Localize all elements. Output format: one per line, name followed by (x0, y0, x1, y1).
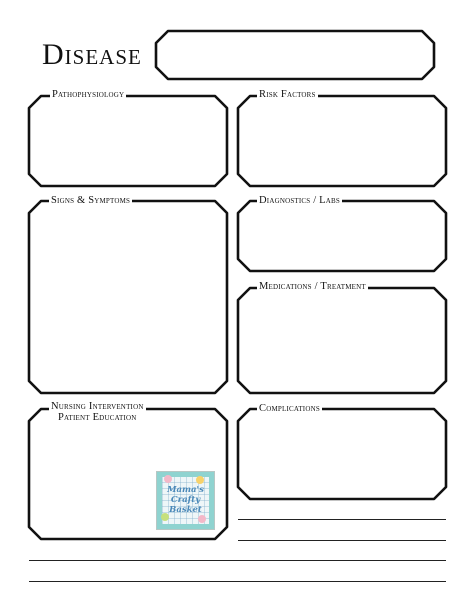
crafty-basket-logo (156, 471, 215, 530)
frame-border (29, 96, 227, 186)
flower-decoration-icon (196, 476, 204, 484)
writing-line[interactable] (238, 540, 446, 541)
writing-line[interactable] (29, 581, 446, 582)
frame-border (238, 201, 446, 271)
frame-outline (238, 288, 446, 393)
logo-text (162, 485, 209, 515)
frame-outline (238, 96, 446, 186)
disease-name-field[interactable] (156, 31, 434, 79)
risk-factors-label: Risk Factors (259, 89, 316, 100)
logo-background (162, 477, 209, 524)
frame-outline (238, 409, 446, 499)
frame-outline (156, 31, 434, 79)
signs-symptoms-box[interactable] (29, 201, 227, 393)
pathophysiology-label: Pathophysiology (52, 89, 125, 100)
page-title: Disease (42, 38, 142, 71)
writing-line[interactable] (29, 560, 446, 561)
flower-decoration-icon (198, 515, 206, 523)
medications-box[interactable] (238, 288, 446, 393)
frame-border (238, 288, 446, 393)
medications-label: Medications / Treatment (259, 281, 366, 292)
writing-line[interactable] (238, 519, 446, 520)
complications-box[interactable] (238, 409, 446, 499)
signs-symptoms-label: Signs & Symptoms (51, 195, 131, 206)
frame-border (238, 409, 446, 499)
pathophysiology-box[interactable] (29, 96, 227, 186)
frame-outline (29, 96, 227, 186)
frame-border (156, 31, 434, 79)
logo-line3: Basket (169, 505, 202, 515)
frame-border (238, 96, 446, 186)
nursing-intervention-line1: Nursing Intervention (51, 401, 144, 412)
patient-education-line2: Patient Education (58, 412, 137, 423)
nursing-intervention-label (49, 401, 146, 423)
flower-decoration-icon (164, 475, 172, 483)
risk-factors-box[interactable] (238, 96, 446, 186)
logo-line2: Crafty (170, 495, 201, 505)
logo-line1: Mama's (167, 485, 204, 495)
diagnostics-label: Diagnostics / Labs (259, 195, 340, 206)
complications-label: Complications (259, 403, 320, 414)
frame-outline (29, 201, 227, 393)
frame-outline (238, 201, 446, 271)
frame-border (29, 201, 227, 393)
diagnostics-box[interactable] (238, 201, 446, 271)
